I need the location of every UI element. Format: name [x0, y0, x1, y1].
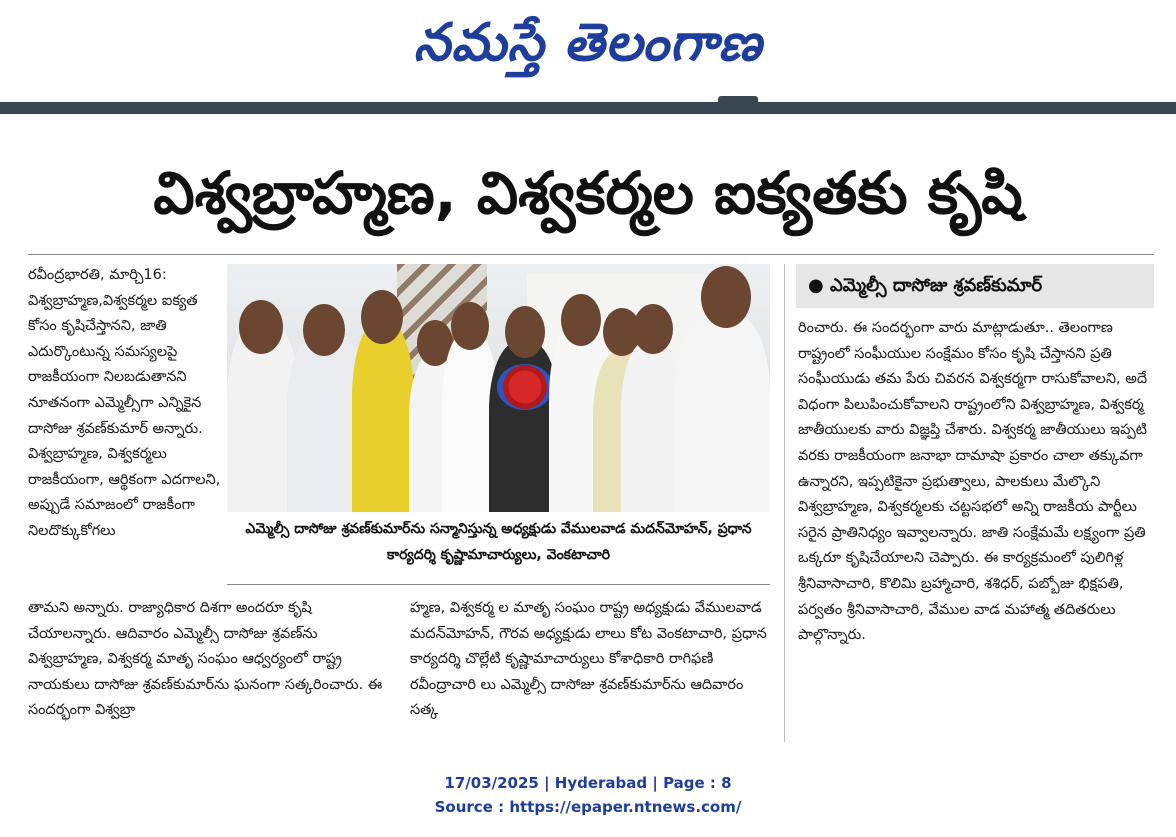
photo-caption: ఎమ్మెల్సీ దాసోజు శ్రవణ్‌కుమార్‌ను సన్మానిస్తున్న అధ్యక్షుడు వేములవాడ మదన్‌మోహన్, ప్రధాన కార్యదర్శి కృష్ణామాచార్యులు, వెంకటాచారి	[245, 521, 752, 563]
photo-person-head	[239, 300, 283, 354]
article-photo	[227, 264, 770, 512]
photo-person-head	[303, 304, 345, 356]
photo-person-head	[505, 306, 545, 358]
column-text: రించారు. ఈ సందర్భంగా వారు మాట్లాడుతూ.. తెలంగాణ రాష్ట్రంలో సంఘీయుల సంక్షేమం కోసం కృషి చేస్తానని ప్రతి సంఘీయుడు తమ పేరు చివరన విశ్వకర్మగా రాసుకోవాలని, అదే విధంగా పిలుపించుకోవాలని రాష్ట్రంలోని విశ్వబ్రాహ్మణ, విశ్వకర్మ జాతీయులకు వారు విజ్ఞప్తి చేశారు. విశ్వకర్మ జాతీయులు ఇప్పటి వరకు రాజకీయంగా జనాభా దామాషా ప్రకారం చాలా తక్కువగా ఉన్నారని, ఇప్పటికైనా ప్రభుత్వాలు, పాలకులు మేల్కొని విశ్వబ్రాహ్మణ, విశ్వకర్మలకు చట్టసభలో అన్ని రాజకీయ పార్టీలు సరైన ప్రాతినిధ్యం ఇవ్వాలన్నారు. జాతి సంక్షేమమే లక్ష్యంగా ప్రతి ఒక్కరూ కృషిచేయాలని చెప్పారు. ఈ కార్యక్రమంలో పులిగిళ్ల శ్రీనివాసాచారి, కొలిమి బ్రహ్మాచారి, శశిధర్, పబ్బోజు భిక్షపతి, పర్వతం శ్రీనివాసాచారి, వేముల వాడ మహాత్మ తదితరులు పాల్గొన్నారు.	[798, 320, 1148, 644]
column-text: హ్మణ, విశ్వకర్మ ల మాతృ సంఘం రాష్ట్ర అధ్యక్షుడు వేములవాడ మదన్‌మోహన్, గౌరవ అధ్యక్షుడు లాలు కోట వెంకటాచారి, ప్రధాన కార్యదర్శి చొల్లేటి కృష్ణామాచార్యులు కోశాధికారి రాగిఫణి రవీంద్రాచారి లు ఎమ్మెల్సీ దాసోజు శ్రవణ్‌కుమార్‌ను ఆదివారం సత్క	[410, 600, 767, 719]
masthead	[0, 0, 1176, 100]
column-separator	[784, 264, 785, 742]
photo-person-head	[701, 266, 751, 328]
footer-date-line: 17/03/2025 | Hyderabad | Page : 8	[444, 774, 732, 792]
masthead-rule	[0, 102, 1176, 114]
photo-person-head	[361, 290, 403, 344]
newspaper-logo: నమస్తే తెలంగాణ	[413, 13, 763, 73]
flower-bouquet	[497, 364, 553, 410]
page-footer	[0, 771, 1176, 819]
column-text: రవీంద్రభారతి, మార్చి16: విశ్వబ్రాహ్మణ,విశ్వకర్మల ఐక్యత కోసం కృషిచేస్తానని, జాతి ఎదుర్కొంటున్న సమస్యలపై రాజకీయంగా నిలబడుతానని నూతనంగా ఎమ్మెల్సీగా ఎన్నికైన దాసోజు శ్రవణ్‌కుమార్ అన్నారు. విశ్వబ్రాహ్మణ, విశ్వకర్మలు రాజకీయంగా, ఆర్థికంగా ఎదగాలని, అప్పుడే సమాజంలో రాజకీంగా నిలదొక్కుకోగలు	[28, 267, 221, 539]
footer-source-link[interactable]: Source : https://epaper.ntnews.com/	[434, 798, 742, 816]
article-column-right	[798, 316, 1154, 649]
photo-person	[352, 322, 414, 512]
photo-person	[675, 312, 770, 512]
caption-divider	[227, 584, 770, 585]
article-column-lower-left	[28, 596, 390, 724]
article-column-lower-middle	[410, 596, 770, 724]
photo-person-head	[633, 304, 673, 354]
photo-person	[621, 342, 681, 512]
article-headline: విశ్వబ్రాహ్మణ, విశ్వకర్మల ఐక్యతకు కృషి	[153, 159, 1023, 227]
column-text: తామని అన్నారు. రాజ్యాధికార దిశగా అందరూ కృషి చేయాలన్నారు. ఆదివారం ఎమ్మెల్సీ దాసోజు శ్రవణ్‌ను విశ్వబ్రాహ్మణ, విశ్వకర్మ మాతృ సంఘం ఆధ్వర్యంలో రాష్ట్ర నాయకులు దాసోజు శ్రవణ్‌కుమార్‌ను ఘనంగా సత్కరించారు. ఈ సందర్భంగా విశ్వబ్రా	[28, 600, 383, 719]
photo-person-head	[561, 294, 601, 346]
sidebar-heading: ● ఎమ్మెల్సీ దాసోజు శ్రవణ్‌కుమార్	[796, 264, 1154, 308]
headline-divider	[28, 254, 1154, 255]
photo-person-head	[451, 302, 489, 350]
article-column-left	[28, 263, 226, 545]
